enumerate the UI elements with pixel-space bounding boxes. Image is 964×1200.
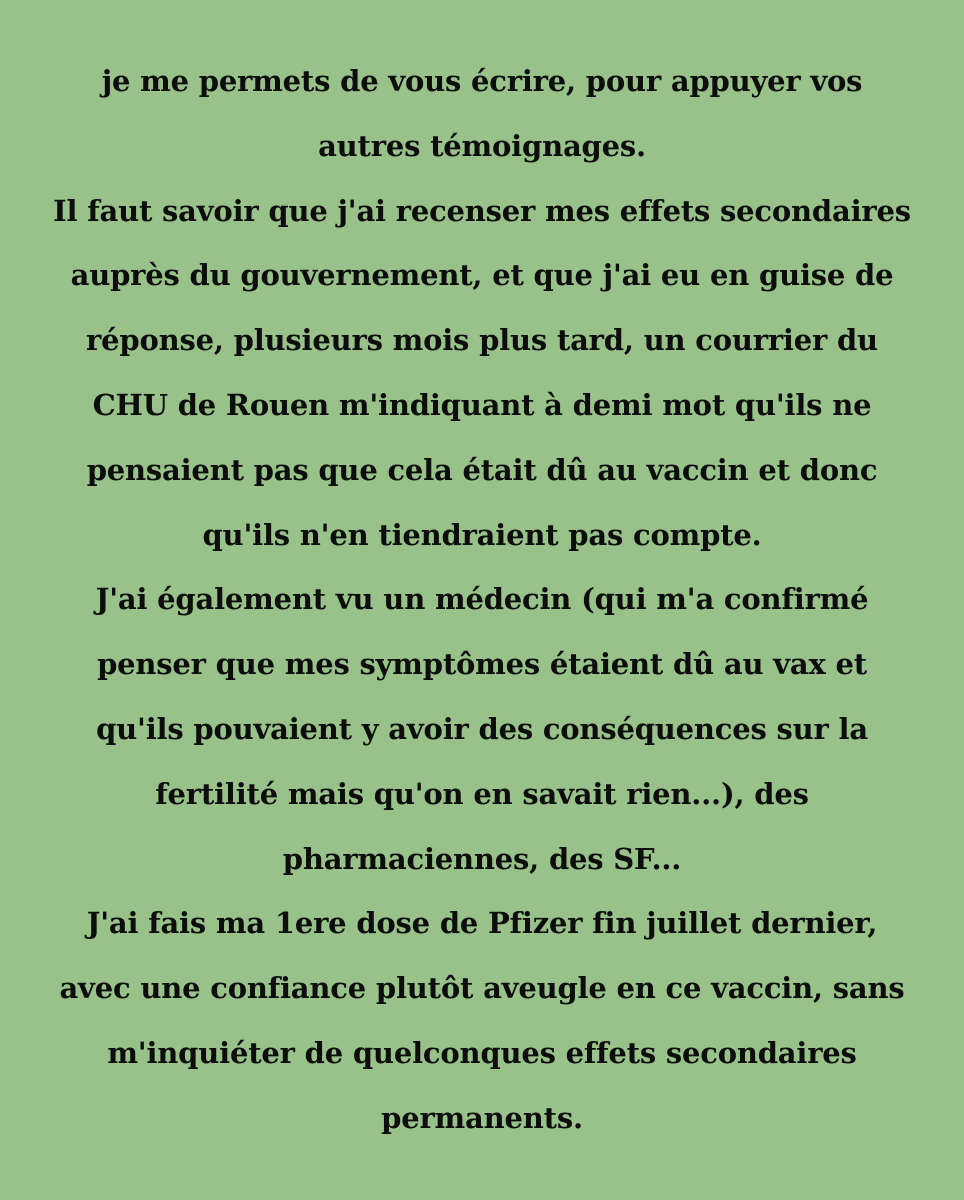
testimony-text <box>36 49 928 1151</box>
text-line: CHU de Rouen m'indiquant à demi mot qu'ils ne <box>92 387 872 422</box>
text-line: Il faut savoir que j'ai recenser mes effets secondaires <box>53 193 911 228</box>
text-line: autres témoignages. <box>318 128 646 163</box>
text-line: avec une confiance plutôt aveugle en ce vaccin, sans <box>59 971 905 1006</box>
text-line: réponse, plusieurs mois plus tard, un courrier du <box>86 323 878 358</box>
text-line: auprès du gouvernement, et que j'ai eu en guise de <box>70 258 894 293</box>
text-line: fertilité mais qu'on en savait rien...), des <box>155 776 809 811</box>
text-line: permanents. <box>381 1100 583 1135</box>
text-line: pharmaciennes, des SF... <box>282 841 682 876</box>
text-line: pensaient pas que cela était dû au vaccin et donc <box>86 452 878 487</box>
text-line: qu'ils n'en tiendraient pas compte. <box>202 517 762 552</box>
text-line: penser que mes symptômes étaient dû au vax et <box>97 647 867 682</box>
text-line: qu'ils pouvaient y avoir des conséquences sur la <box>96 711 868 746</box>
text-line: m'inquiéter de quelconques effets secondaires <box>107 1035 857 1070</box>
text-line: J'ai fais ma 1ere dose de Pfizer fin juillet dernier, <box>86 906 878 941</box>
text-line: J'ai également vu un médecin (qui m'a confirmé <box>95 582 869 617</box>
text-line: je me permets de vous écrire, pour appuyer vos <box>101 64 863 98</box>
